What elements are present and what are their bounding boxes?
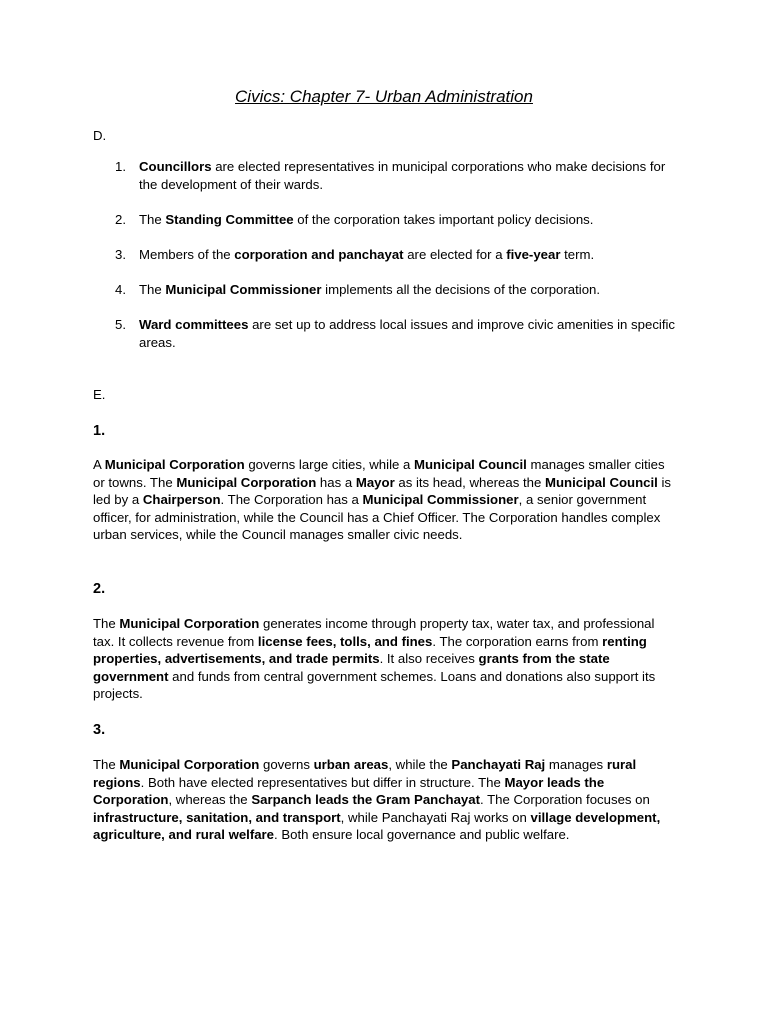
bold-text: Mayor (355, 474, 395, 490)
text-run: of the corporation takes important policy decisions. (293, 211, 594, 227)
text-run: term. (560, 246, 595, 262)
bold-text: Mayor leads the Corporation (93, 774, 605, 808)
text-run: and funds from central government schemes. Loans and donations also support its projects. (93, 668, 656, 702)
text-run: governs large cities, while a (244, 457, 414, 472)
text-run: are elected for a (403, 246, 507, 262)
section-d-list (93, 158, 678, 369)
bold-text: renting properties, advertisements, and trade permits (93, 633, 647, 667)
section-e-label: E. (93, 387, 106, 402)
text-run: , whereas the (168, 792, 252, 808)
text-run: , a senior government officer, for administration, while the Council has a Chief Officer. The Corporation handles complex urban services, while the Council manages smaller civic needs. (93, 492, 661, 543)
list-item-text (139, 247, 594, 262)
text-run: . The corporation earns from (432, 633, 603, 649)
text-run: , while the (388, 757, 452, 772)
bold-text: Municipal Commissioner (362, 492, 519, 508)
answer-paragraph (93, 756, 678, 844)
text-run: The (139, 281, 166, 297)
text-run: manages (545, 757, 607, 772)
page-title: Civics: Chapter 7- Urban Administration (235, 87, 533, 106)
bold-text: Municipal Council (414, 457, 527, 472)
bold-text: corporation and panchayat (234, 246, 404, 262)
text-run: governs (259, 757, 314, 772)
list-item-number: 4. (115, 281, 126, 297)
bold-text: Municipal Commissioner (165, 281, 322, 297)
bold-text: Chairperson (142, 492, 221, 508)
text-run: as its head, whereas the (394, 474, 545, 490)
list-item (93, 158, 678, 193)
bold-text: Municipal Council (544, 474, 658, 490)
bold-text: license fees, tolls, and fines (257, 633, 433, 649)
bold-text: Municipal Corporation (104, 457, 245, 472)
text-run: , while Panchayati Raj works on (340, 809, 531, 825)
bold-text: village development, agriculture, and rural welfare (93, 809, 661, 843)
bold-text: Municipal Corporation (176, 474, 317, 490)
bold-text: urban areas (313, 757, 389, 772)
bold-text: Panchayati Raj (451, 757, 546, 772)
bold-text: Ward committees (139, 316, 249, 332)
text-run: Members of the (139, 246, 235, 262)
text-run: are elected representatives in municipal corporations who make decisions for the development of their wards. (139, 159, 666, 192)
text-run: The (93, 616, 120, 631)
list-item-text (139, 159, 665, 192)
bold-text: infrastructure, sanitation, and transport (93, 809, 341, 825)
text-run: is led by a (93, 474, 671, 508)
bold-text: Standing Committee (165, 211, 294, 227)
list-item (93, 316, 678, 351)
text-run: has a (316, 474, 356, 490)
bold-text: rural regions (93, 757, 637, 790)
list-item-number: 2. (115, 211, 126, 227)
list-item-text (139, 212, 593, 227)
text-run: . The Corporation has a (220, 492, 363, 508)
bold-text: Councillors (139, 159, 212, 174)
answer-number: 1. (93, 423, 106, 439)
list-item (93, 211, 678, 229)
text-run: generates income through property tax, water tax, and professional tax. It collects revenue from (93, 616, 655, 649)
answer-number: 2. (93, 581, 106, 597)
answer-paragraph (93, 456, 678, 544)
text-run: . It also receives (379, 651, 479, 667)
list-item-number: 1. (115, 159, 126, 174)
text-run: The (93, 757, 120, 772)
text-run: . The Corporation focuses on (480, 792, 650, 808)
bold-text: grants from the state government (93, 651, 610, 684)
list-item-number: 5. (115, 316, 126, 332)
bold-text: Municipal Corporation (119, 616, 260, 631)
text-run: The (139, 211, 166, 227)
text-run: . Both ensure local governance and public welfare. (274, 827, 570, 843)
section-d-label: D. (93, 128, 107, 143)
bold-text: five-year (506, 246, 561, 262)
list-item (93, 246, 678, 264)
text-run: implements all the decisions of the corporation. (321, 281, 601, 297)
bold-text: Municipal Corporation (119, 757, 260, 772)
list-item-number: 3. (115, 246, 126, 262)
text-run: manages smaller cities or towns. The (93, 457, 665, 490)
list-item-text (139, 282, 600, 297)
text-run: A (93, 457, 105, 472)
text-run: . Both have elected representatives but differ in structure. The (140, 774, 505, 790)
answer-number: 3. (93, 722, 106, 738)
answer-paragraph (93, 615, 678, 703)
text-run: are set up to address local issues and improve civic amenities in specific areas. (139, 316, 676, 350)
list-item (93, 281, 678, 299)
bold-text: Sarpanch leads the Gram Panchayat (251, 792, 480, 808)
list-item-text (139, 317, 675, 350)
